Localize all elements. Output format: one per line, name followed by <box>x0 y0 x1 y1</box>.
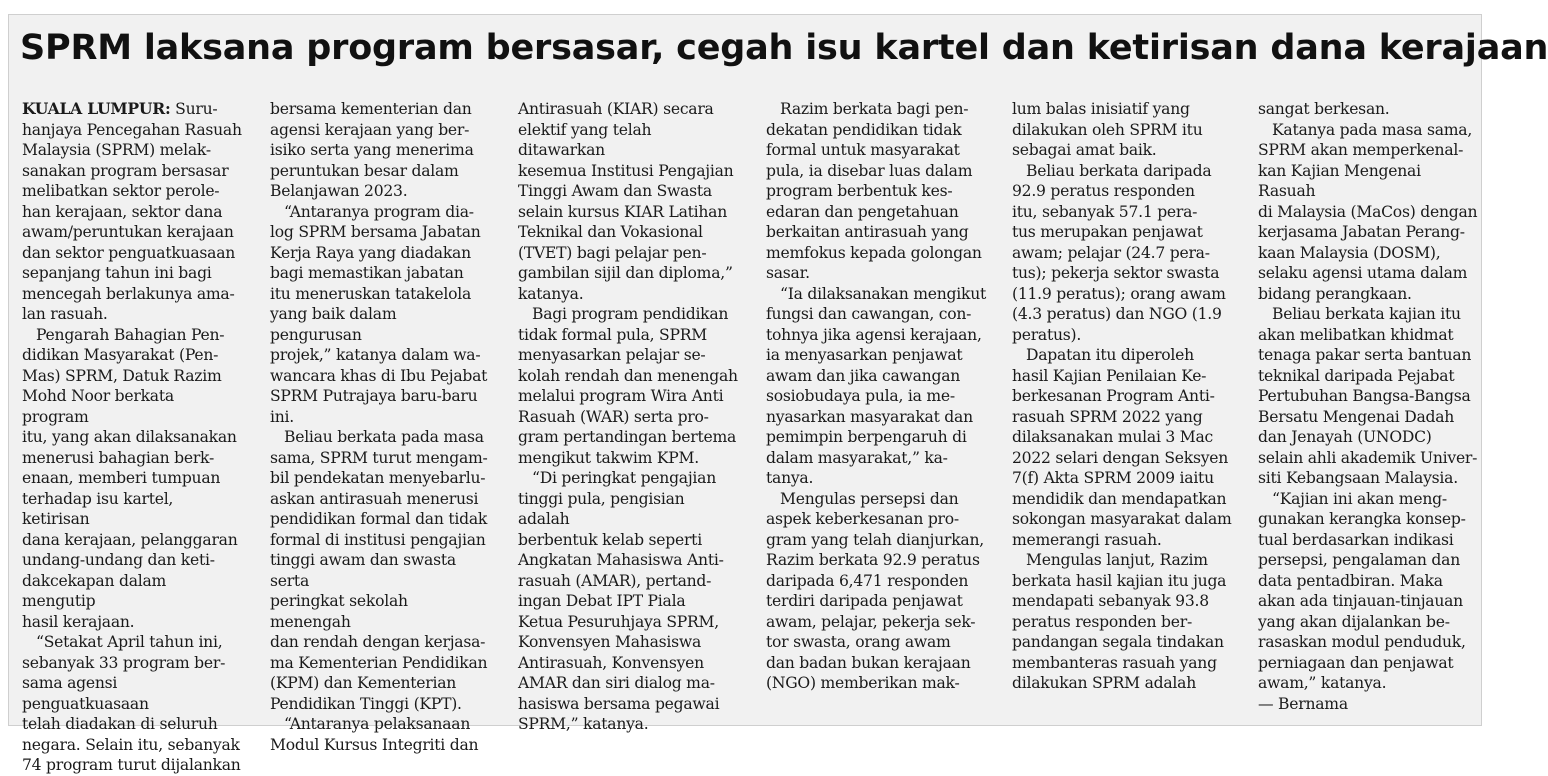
paragraph: Beliau berkata daripada 92.9 peratus responden itu, sebanyak 57.1 pera- tus merupakan penjawat awam; pelajar (24.7 pera- tus); pekerja sektor swasta (11.9 peratus); orang awam (4.3 peratus) dan NGO (1.9 peratus). <box>1012 161 1226 344</box>
paragraph-text: Suru- hanjaya Pencegahan Rasuah Malaysia (SPRM) melak- sanakan program bersasar melibatkan sektor perole- han kerajaan, sektor dana awam/peruntukan kerajaan dan sektor penguatkuasaan sepanjang tahun ini bagi mencegah berlakunya ama- lan rasuah. <box>22 100 242 323</box>
article-column-2 <box>270 99 492 754</box>
paragraph: Mengulas persepsi dan aspek keberkesanan pro- gram yang telah dianjurkan, Razim berkata 92.9 peratus daripada 6,471 responden terdiri daripada penjawat awam, pelajar, pekerja sek- tor swasta, orang awam dan badan bukan kerajaan (NGO) memberikan mak- <box>766 489 984 692</box>
paragraph: Antirasuah (KIAR) secara elektif yang telah ditawarkan kesemua Institusi Pengajian Tinggi Awam dan Swasta selain kursus KIAR Latihan Teknikal dan Vokasional (TVET) bagi pelajar pen- gambilan sijil dan diploma,” katanya. <box>518 100 734 303</box>
paragraph: Beliau berkata kajian itu akan melibatkan khidmat tenaga pakar serta bantuan teknikal daripada Pejabat Pertubuhan Bangsa-Bangsa Bersatu Mengenai Dadah dan Jenayah (UNODC) selain ahli akademik Univer- siti Kebangsaan Malaysia. <box>1258 305 1478 487</box>
paragraph: “Kajian ini akan meng- gunakan kerangka konsep- tual berdasarkan indikasi persepsi, pengalaman dan data pentadbiran. Maka akan ada tinjauan-tinjauan yang akan dijalankan be- rasaskan modul penduduk, perniagaan dan penjawat awam,” katanya. <box>1258 489 1466 692</box>
article-column-4 <box>766 99 988 719</box>
paragraph: bersama kementerian dan agensi kerajaan yang ber- isiko serta yang menerima peruntukan besar dalam Belanjawan 2023. <box>270 100 474 200</box>
paragraph: Dapatan itu diperoleh hasil Kajian Penilaian Ke- berkesanan Program Anti- rasuah SPRM 2022 yang dilaksanakan mulai 3 Mac 2022 selari dengan Seksyen 7(f) Akta SPRM 2009 iaitu mendidik dan mendapatkan sokongan masyarakat dalam memerangi rasuah. <box>1012 346 1232 549</box>
paragraph: Bagi program pendidikan tidak formal pula, SPRM menyasarkan pelajar se- kolah rendah dan menengah melalui program Wira Anti Rasuah (WAR) serta pro- gram pertandingan bertema mengikut takwim KPM. <box>518 305 738 467</box>
paragraph: “Setakat April tahun ini, sebanyak 33 program ber- sama agensi penguatkuasaan telah diadakan di seluruh negara. Selain itu, sebanyak 74 program turut dijalankan <box>22 633 241 774</box>
paragraph: sangat berkesan. <box>1258 100 1390 118</box>
paragraph: “Antaranya program dia- log SPRM bersama Jabatan Kerja Raya yang diadakan bagi memastikan jabatan itu meneruskan tatakelola yang baik dalam pengurusan projek,” katanya dalam wa- wancara khas di Ibu Pejabat SPRM Putrajaya baru-baru ini. <box>270 202 488 426</box>
paragraph: Mengulas lanjut, Razim berkata hasil kajian itu juga mendapati sebanyak 93.8 peratus responden ber- pandangan segala tindakan membanteras rasuah yang dilakukan SPRM adalah <box>1012 551 1227 692</box>
paragraph: “Di peringkat pengajian tinggi pula, pengisian adalah berbentuk kelab seperti Angkatan Mahasiswa Anti- rasuah (AMAR), pertand- ingan Debat IPT Piala Ketua Pesuruhjaya SPRM, Konvensyen Mahasiswa Antirasuah, Konvensyen AMAR dan siri dialog ma- hasiswa bersama pegawai SPRM,” katanya. <box>518 469 724 733</box>
byline: — Bernama <box>1258 694 1348 713</box>
article-column-3 <box>518 99 740 733</box>
article-headline: SPRM laksana program bersasar, cegah isu kartel dan ketirisan dana kerajaan <box>20 28 1548 68</box>
article-column-6 <box>1258 99 1480 719</box>
paragraph: “Ia dilaksanakan mengikut fungsi dan cawangan, con- tohnya jika agensi kerajaan, ia menyasarkan penjawat awam dan jika cawangan sosiobudaya pula, ia me- nyasarkan masyarakat dan pemimpin berpengaruh di dalam masyarakat,” ka- tanya. <box>766 284 987 487</box>
paragraph: “Antaranya pelaksanaan Modul Kursus Integriti dan <box>270 715 479 754</box>
paragraph: Pengarah Bahagian Pen- didikan Masyarakat (Pen- Mas) SPRM, Datuk Razim Mohd Noor berkata program itu, yang akan dilaksanakan menerusi bahagian berk- enaan, memberi tumpuan terhadap isu kartel, ketirisan dana kerajaan, pelanggaran undang-undang dan keti- dakcekapan dalam mengutip hasil kerajaan. <box>22 325 238 631</box>
paragraph <box>22 99 244 325</box>
paragraph: lum balas inisiatif yang dilakukan oleh SPRM itu sebagai amat baik. <box>1012 100 1203 159</box>
paragraph: Beliau berkata pada masa sama, SPRM turut mengam- bil pendekatan menyebarlu- askan antirasuah menerusi pendidikan formal dan tidak formal di institusi pengajian tinggi awam dan swasta serta peringkat sekolah menengah dan rendah dengan kerjasa- ma Kementerian Pendidikan (KPM) dan Kementerian Pendidikan Tinggi (KPT). <box>270 428 488 713</box>
paragraph: Katanya pada masa sama, SPRM akan memperkenal- kan Kajian Mengenai Rasuah di Malaysia (MaCos) dengan kerjasama Jabatan Perang- kaan Malaysia (DOSM), selaku agensi utama dalam bidang perangkaan. <box>1258 120 1478 303</box>
article-column-5 <box>1012 99 1234 719</box>
dateline: KUALA LUMPUR: <box>22 99 171 118</box>
paragraph: Razim berkata bagi pen- dekatan pendidikan tidak formal untuk masyarakat pula, ia disebar luas dalam program berbentuk kes- edaran dan pengetahuan berkaitan antirasuah yang memfokus kepada golongan sasar. <box>766 100 982 282</box>
article-column-1 <box>22 99 244 774</box>
